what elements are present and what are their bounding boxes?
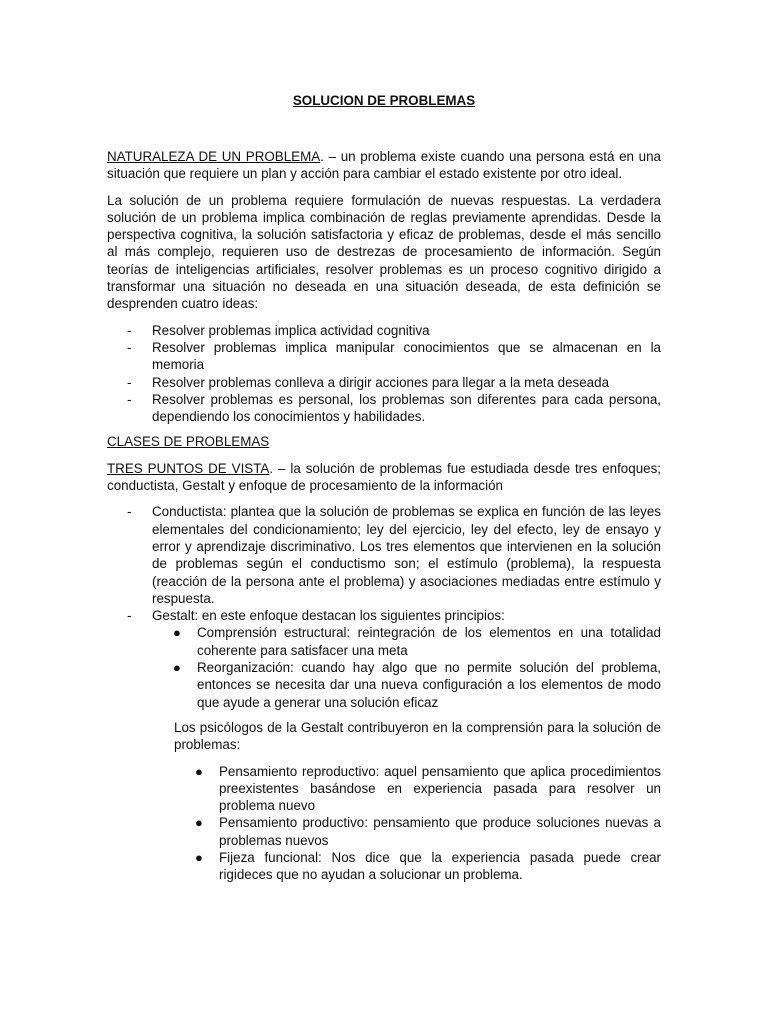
list-item: ● Reorganización: cuando hay algo que no permite solución del problema, entonces se necesita dar una nueva configuración a los elementos de modo que ayude a generar una solución eficaz (173, 660, 661, 710)
bullet-marker: ● (195, 849, 203, 865)
tres-puntos-heading: TRES PUNTOS DE VISTA (107, 460, 270, 476)
ideas-list (107, 322, 661, 426)
dash-marker: - (127, 608, 132, 624)
dash-marker: - (127, 504, 132, 520)
contribuciones-block (174, 763, 661, 884)
page-title: SOLUCION DE PROBLEMAS (292, 93, 476, 108)
gestalt-paragraph: Los psicólogos de la Gestalt contribuyeron en la comprensión para la solución de problemas: (174, 719, 661, 753)
dash-marker: - (127, 391, 132, 407)
list-item: - Resolver problemas implica manipular conocimientos que se almacenan en la memoria (127, 339, 661, 373)
list-item: - Resolver problemas conlleva a dirigir acciones para llegar a la meta deseada (127, 374, 610, 390)
dash-marker: - (127, 374, 132, 390)
enfoques-list (107, 503, 661, 711)
list-item: - Resolver problemas es personal, los problemas son diferentes para cada persona, dependiendo los conocimientos y habilidades. (127, 391, 661, 425)
naturaleza-heading: NATURALEZA DE UN PROBLEMA (107, 149, 321, 164)
list-item: ● Fijeza funcional: Nos dice que la experiencia pasada puede crear rigideces que no ayudan a solucionar un problema. (195, 849, 661, 883)
tres-puntos-paragraph (107, 460, 661, 495)
naturaleza-text: . – un problema existe cuando una persona está en una situación que requiere un plan y acción para cambiar el estado existente por otro ideal. (107, 149, 661, 182)
dash-marker: - (127, 322, 132, 338)
list-item-gestalt: - Gestalt: en este enfoque destacan los siguientes principios: ● Comprensión estructural: reintegración de los elementos en una totalidad coherente para satisfacer una meta ● Reorganización: cuando hay algo que no permite solución del problema, entonces se necesita dar una nueva configuración a los elementos de modo que ayude a generar una solución eficaz (127, 608, 661, 710)
tres-puntos-text: . – la solución de problemas fue estudiada desde tres enfoques; conductista, Gestalt y enfoque de procesamiento de la información (107, 460, 662, 494)
dash-marker: - (127, 339, 132, 355)
list-item: ● Pensamiento reproductivo: aquel pensamiento que aplica procedimientos preexistentes basándose en experiencia pasada para resolver un problema nuevo (195, 763, 661, 814)
contribuciones-list (174, 763, 661, 884)
bullet-marker: ● (195, 815, 203, 831)
list-item: ● Comprensión estructural: reintegración de los elementos en una totalidad coherente para satisfacer una meta (173, 625, 661, 658)
bullet-marker: ● (173, 625, 181, 641)
naturaleza-paragraph (107, 148, 661, 183)
list-item-conductista: - Conductista: plantea que la solución de problemas se explica en función de las leyes elementales del condicionamiento; ley del ejercicio, ley del efecto, ley de ensayo y error y aprendizaje discriminativo. Los tres elementos que intervienen en la solución de problemas según el conductismo son; el estímulo (problema), la respuesta (reacción de la persona ante el problema) y asociaciones mediadas entre estímulo y respuesta. (127, 504, 661, 606)
bullet-marker: ● (173, 660, 181, 676)
bullet-marker: ● (195, 763, 203, 779)
list-item: ● Pensamiento productivo: pensamiento que produce soluciones nuevas a problemas nuevos (195, 815, 661, 848)
clases-heading: CLASES DE PROBLEMAS (107, 434, 270, 450)
list-item: - Resolver problemas implica actividad cognitiva (127, 322, 430, 338)
principios-list (152, 624, 661, 710)
solucion-paragraph: La solución de un problema requiere formulación de nuevas respuestas. La verdadera solución de un problema implica combinación de reglas previamente aprendidas. Desde la perspectiva cognitiva, la solución satisfactoria y eficaz de problemas, desde el más sencillo al más complejo, requieren uso de destrezas de procesamiento de información. Según teorías de inteligencias artificiales, resolver problemas es un proceso cognitivo dirigido a transformar una situación no deseada en una situación deseada, de esta definición se desprenden cuatro ideas: (107, 192, 661, 312)
document-body (107, 148, 661, 884)
